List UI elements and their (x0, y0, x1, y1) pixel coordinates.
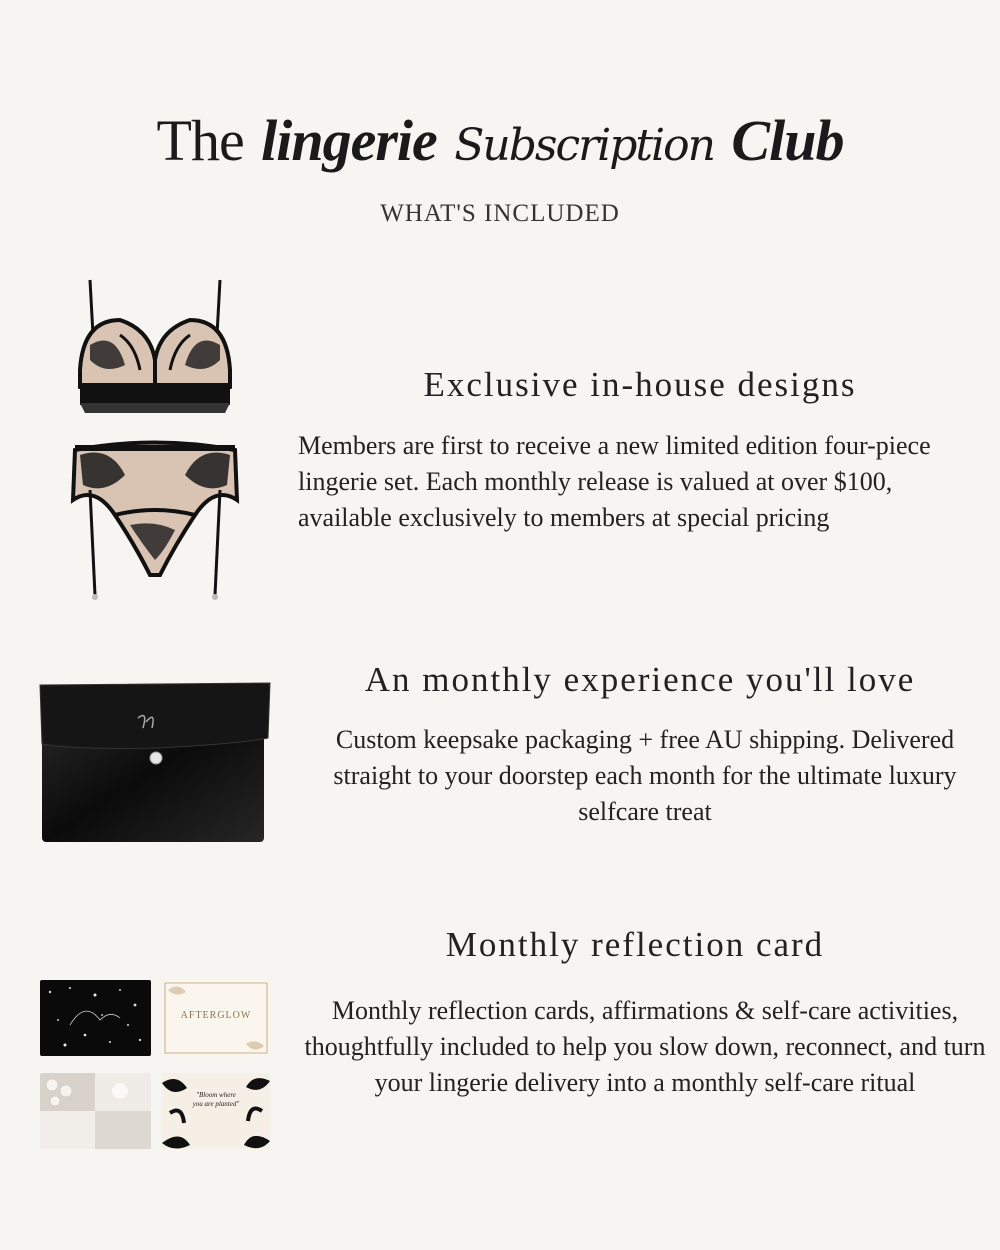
title-the: The (156, 108, 244, 173)
section-1-title: Exclusive in-house designs (423, 365, 857, 404)
reflection-card-pearls (40, 1073, 151, 1149)
reflection-card-bloom (162, 1073, 270, 1149)
satin-pouch-image (38, 680, 273, 845)
lingerie-set-image (65, 275, 245, 605)
page-subtitle: WHAT'S INCLUDED (380, 200, 620, 227)
section-2-title: An monthly experience you'll love (364, 660, 916, 699)
title-club: Club (731, 108, 844, 173)
section-3-title: Monthly reflection card (445, 925, 825, 964)
section-2-text: Custom keepsake packaging + free AU shipping. Delivered straight to your doorstep each month for the ultimate luxury selfcare treat (333, 725, 957, 826)
title-lingerie: lingerie (261, 108, 437, 173)
bloom-quote: "Bloom where you are planted" (192, 1091, 240, 1108)
reflection-card-sparkle (40, 980, 151, 1056)
title-subscription: Subscription (454, 120, 714, 171)
afterglow-label: AFTERGLOW (180, 1010, 252, 1021)
page-header (0, 95, 1000, 191)
page-title (0, 95, 1000, 191)
reflection-card-afterglow (162, 980, 270, 1056)
section-3-text: Monthly reflection cards, affirmations & self-care activities, thoughtfully included to help you slow down, reconnect, and turn your lingerie delivery into a monthly self-care ritual (304, 996, 986, 1097)
section-1-text: Members are first to receive a new limited edition four-piece lingerie set. Each monthly release is valued at over $100, available exclusively to members at special pricing (298, 431, 931, 532)
